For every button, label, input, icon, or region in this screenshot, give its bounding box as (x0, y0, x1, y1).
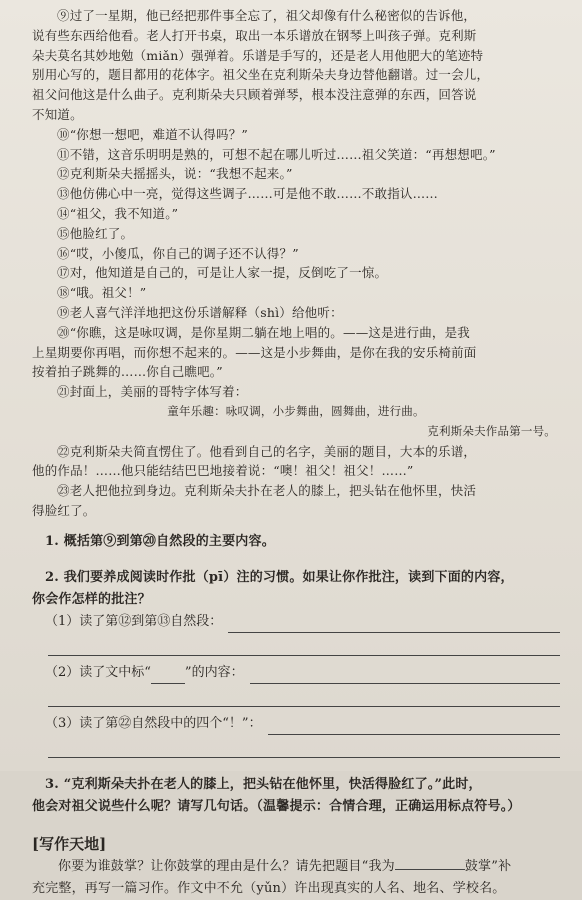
passage-paragraph-23 (32, 481, 560, 501)
answer-line-2-1[interactable] (228, 614, 560, 633)
passage-line: 不知道。 (32, 106, 83, 122)
question-2-sub2 (45, 662, 560, 684)
passage-paragraph-12: ⑫克利斯朵夫摇摇头，说：“我想不起来。” (57, 166, 293, 182)
question-2-sub3-label: （3）读了第㉒自然段中的四个“！”： (45, 715, 262, 731)
question-2-line2: 你会作怎样的批注？ (32, 591, 151, 607)
passage-paragraph-10: ⑩“你想一想吧，难道不认得吗？” (57, 126, 248, 142)
passage-line: ㉒克利斯朵夫简直愣住了。他看到自己的名字，美丽的题目，大本的乐谱， (57, 443, 477, 459)
question-3-line2: 他会对祖父说些什么呢？请写几句话。（温馨提示：合情合理，正确运用标点符号。） (32, 798, 521, 814)
writing-section-title: [写作天地] (32, 834, 107, 853)
passage-paragraph-22-cont: 他的作品！……他只能结结巴巴地接着说：“噢！祖父！祖父！……” (32, 463, 414, 479)
passage-paragraph-16: ⑯“哎，小傻瓜，你自己的调子还不认得？” (57, 245, 299, 261)
passage-paragraph-15: ⑮他脸红了。 (57, 225, 134, 241)
blank-mark[interactable] (151, 671, 185, 684)
cover-text-line1: 童年乐趣：咏叹调，小步舞曲，圆舞曲，进行曲。 (167, 403, 425, 418)
writing-prompt-text-a: 你要为谁鼓掌？让你鼓掌的理由是什么？请先把题目“我为 (58, 858, 395, 874)
passage-line: 祖父问他这是什么曲子。克利斯朵夫只顾着弹琴，根本没注意弹的东西，回答说 (32, 87, 477, 103)
passage-paragraph-11: ⑪不错，这音乐明明是熟的，可想不起在哪儿听过……祖父笑道：“再想想吧。” (57, 146, 496, 162)
passage-paragraph-13: ⑬他仿佛心中一亮，觉得这些调子……可是他不敢……不敢指认…… (57, 186, 439, 202)
question-2-sub2-label-a: （2）读了文中标“ (45, 664, 151, 680)
question-1: 1. 概括第⑨到第⑳自然段的主要内容。 (45, 533, 275, 549)
title-blank[interactable] (395, 857, 465, 870)
passage-paragraph-22 (32, 442, 560, 462)
passage-paragraph-9 (32, 6, 560, 26)
passage-paragraph-21: ㉑封面上，美丽的哥特字体写着： (57, 384, 248, 400)
passage-paragraph-20 (32, 323, 560, 343)
writing-prompt-text-b: 鼓掌”补 (464, 858, 512, 874)
spacer (32, 818, 560, 832)
passage-line: 说有些东西给他看。老人打开书桌，取出一本乐谱放在钢琴上叫孩子弹。克利斯 (32, 27, 477, 43)
question-2-sub1-label: （1）读了第⑫到第⑬自然段： (45, 613, 223, 629)
passage-line: 朵夫莫名其妙地勉（miǎn）强弹着。乐谱是手写的，还是老人用他肥大的笔迹特 (32, 47, 484, 63)
cover-text-line2: 克利斯朵夫作品第一号。 (427, 423, 556, 438)
answer-line-2-3[interactable] (268, 716, 560, 735)
passage-paragraph-9-cont (32, 26, 560, 125)
writing-prompt-line1 (32, 856, 560, 878)
passage-paragraph-19: ⑲老人喜气洋洋地把这份乐谱解释（shì）给他听： (57, 304, 343, 320)
answer-line-2-2[interactable] (250, 665, 560, 684)
passage-paragraph-14: ⑭“祖父，我不知道。” (57, 205, 179, 221)
spacer (32, 553, 560, 567)
passage-line: ⑨过了一星期，他已经把那件事全忘了，祖父却像有什么秘密似的告诉他， (57, 8, 477, 23)
answer-line-2-1b[interactable] (48, 635, 560, 656)
passage-paragraph-17: ⑰对，他知道是自己的，可是让人家一提，反倒吃了一惊。 (57, 265, 388, 281)
question-2-sub1 (45, 611, 560, 633)
passage-line: 按着拍子跳舞的……你自己瞧吧。” (32, 364, 223, 380)
passage-line: ⑳“你瞧，这是咏叹调，是你星期二躺在地上唱的。——这是进行曲，是我 (57, 324, 470, 340)
passage-line: 上星期要你再唱，而你想不起来的。——这是小步舞曲，是你在我的安乐椅前面 (32, 344, 477, 360)
spacer (32, 521, 560, 531)
passage-line: 别用心写的，题目都用的花体字。祖父坐在克利斯朵夫身边替他翻谱。过一会儿， (32, 67, 490, 83)
question-2-sub2-label-b: ”的内容： (184, 664, 244, 680)
answer-line-2-3b[interactable] (48, 737, 560, 758)
question-3-line1: 3. “克利斯朵夫扑在老人的膝上，把头钻在他怀里，快活得脸红了。”此时， (45, 776, 482, 792)
question-2-sub3 (45, 713, 560, 735)
passage-paragraph-18: ⑱“哦。祖父！” (57, 285, 147, 301)
passage-line: ㉓老人把他拉到身边。克利斯朵夫扑在老人的膝上，把头钻在他怀里，快活 (57, 483, 477, 499)
spacer (32, 764, 560, 774)
question-2-line1: 2. 我们要养成阅读时作批（pī）注的习惯。如果让你作批注，读到下面的内容， (45, 569, 514, 585)
writing-prompt-line2: 充完整，再写一篇习作。作文中不允（yǔn）许出现真实的人名、地名、学校名。 (32, 880, 506, 896)
answer-line-2-2b[interactable] (48, 686, 560, 707)
worksheet-content (32, 6, 560, 900)
passage-paragraph-20-cont (32, 343, 560, 383)
passage-paragraph-23-cont: 得脸红了。 (32, 502, 96, 518)
